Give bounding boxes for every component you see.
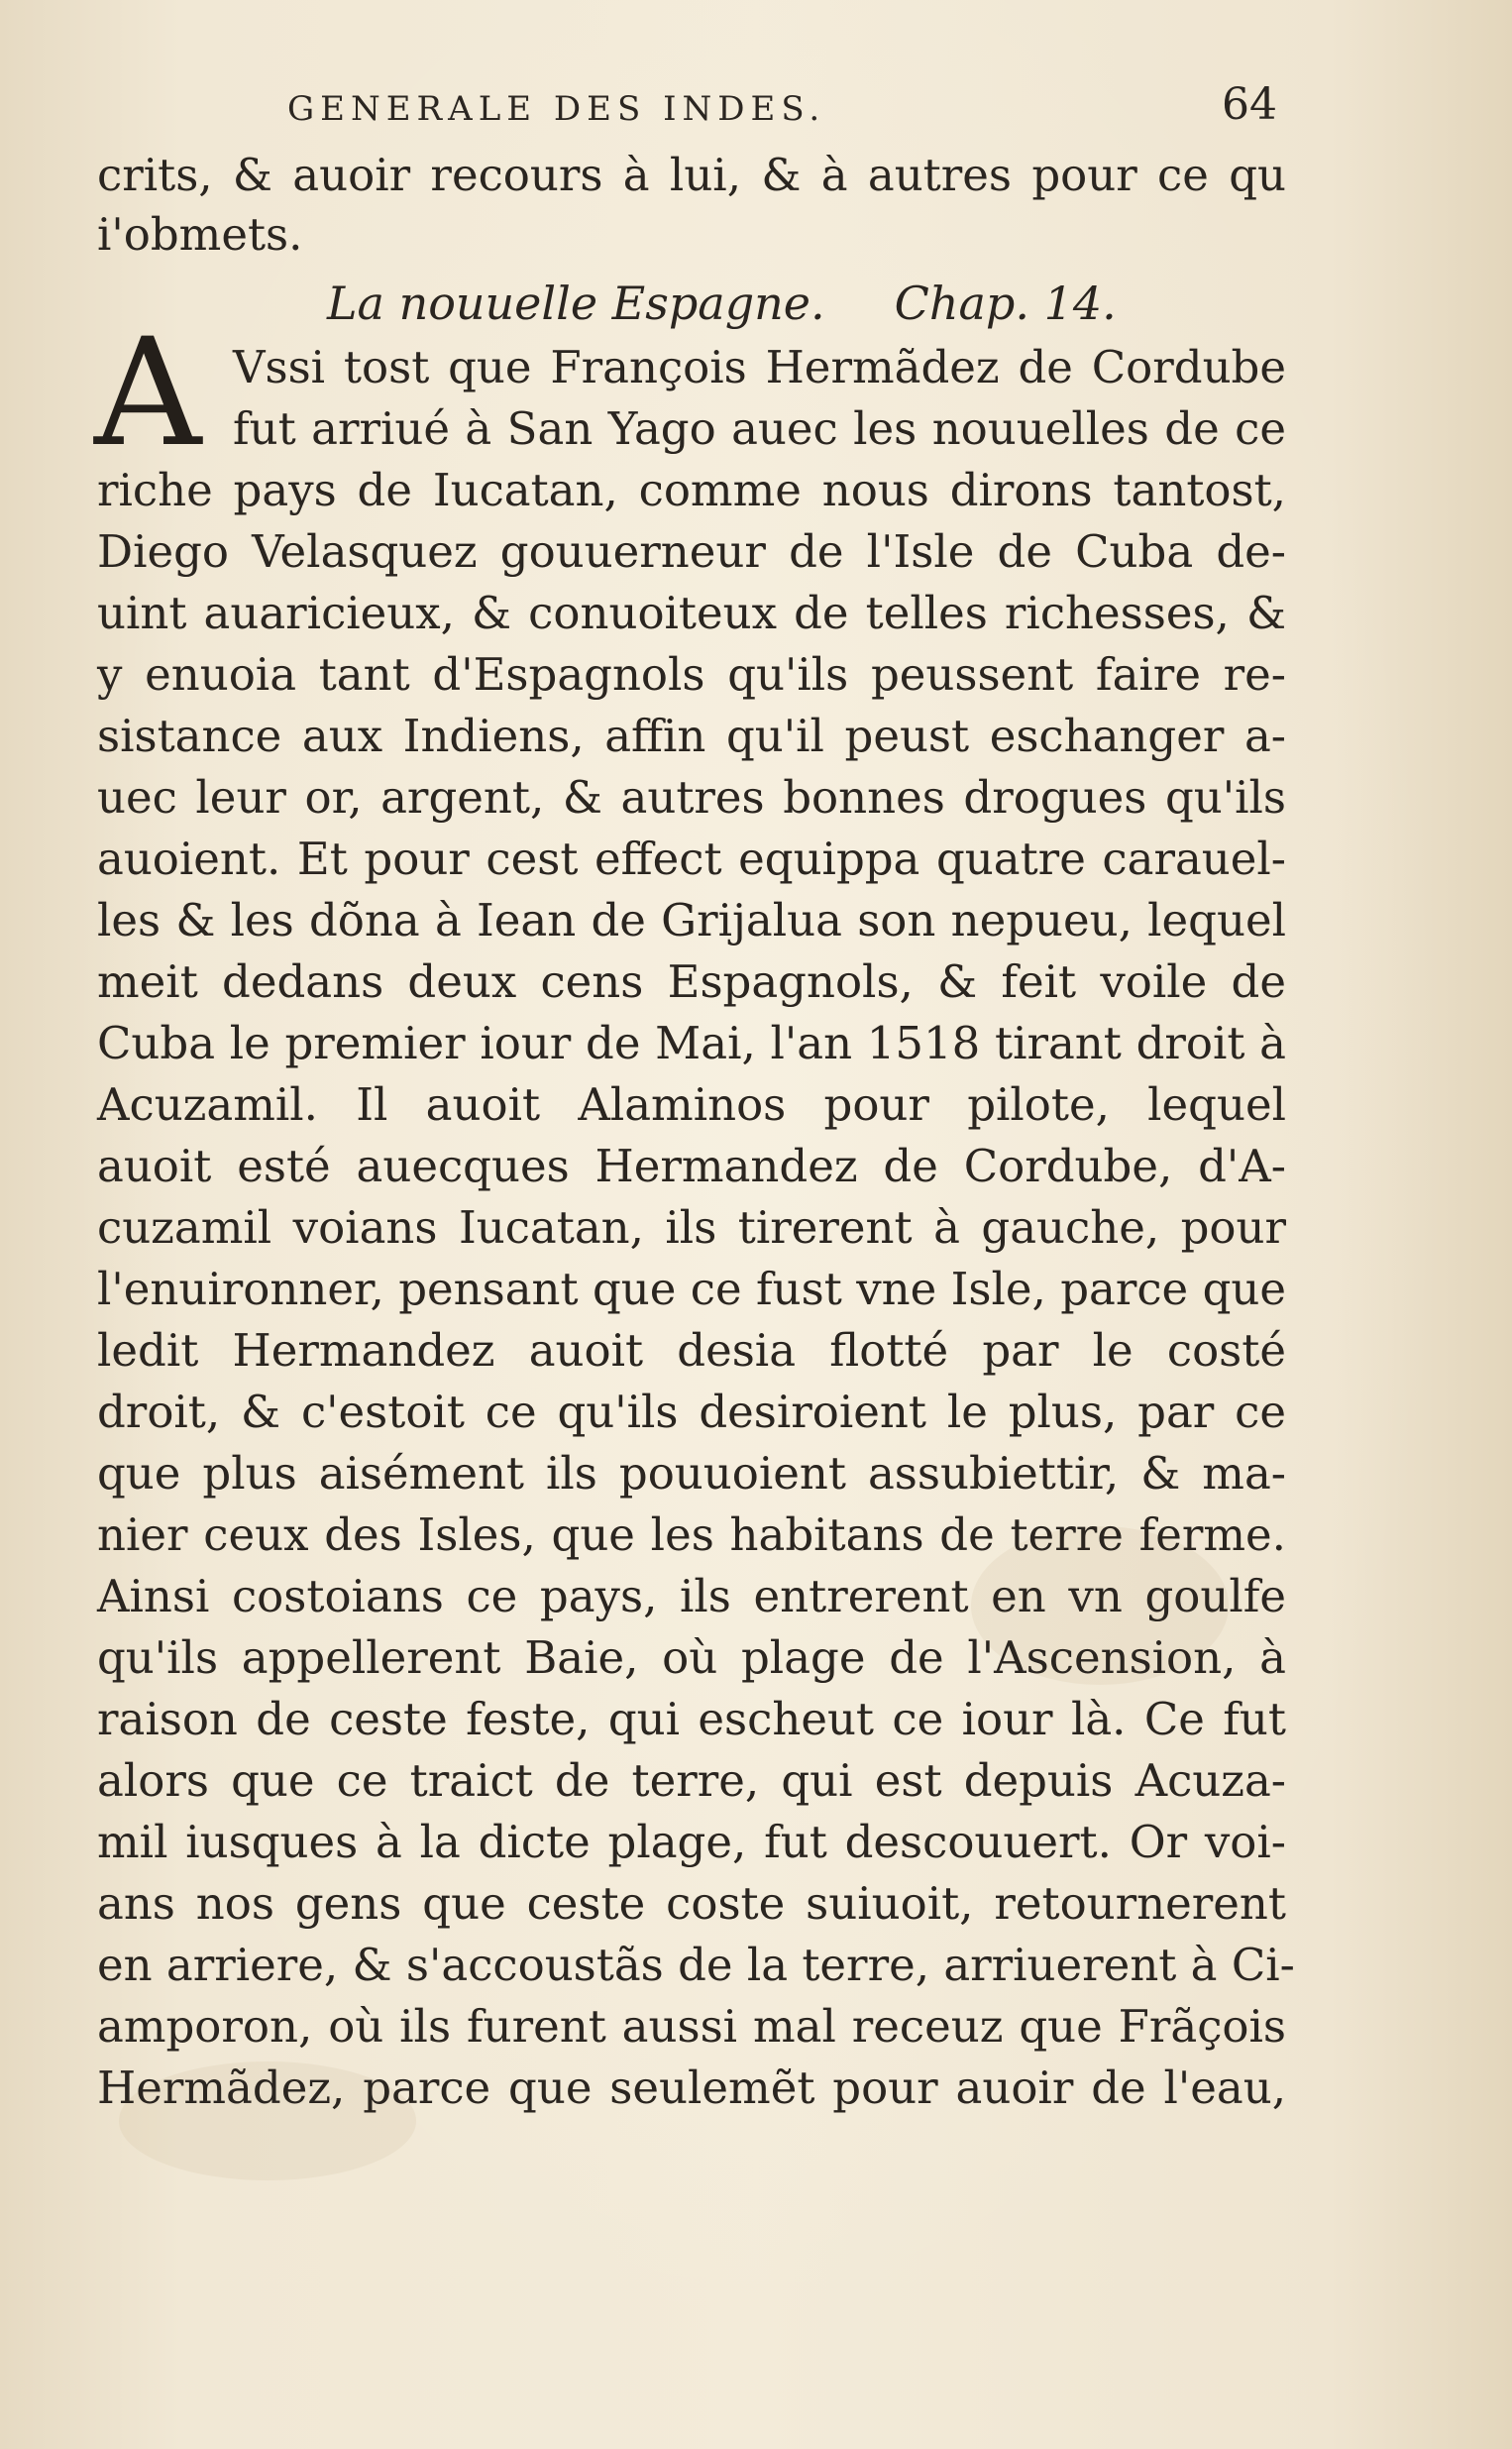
text-line: l'enuironner, pensant que ce fust vne Isle, parce que — [97, 1263, 1286, 1315]
text-line: i'obmets. — [97, 208, 303, 261]
text-line: qu'ils appellerent Baie, où plage de l'Ascension, à — [97, 1631, 1286, 1684]
page-number: 64 — [1222, 79, 1277, 130]
text-line: uint auaricieux, & conuoiteux de telles richesses, & — [97, 587, 1286, 639]
text-line: droit, & c'estoit ce qu'ils desiroient le plus, par ce — [97, 1386, 1286, 1438]
text-line: nier ceux des Isles, que les habitans de terre ferme. — [97, 1508, 1286, 1561]
text-line: ledit Hermandez auoit desia flotté par le costé — [97, 1324, 1286, 1377]
text-line: Cuba le premier iour de Mai, l'an 1518 tirant droit à — [97, 1017, 1286, 1069]
text-line: Acuzamil. Il auoit Alaminos pour pilote, lequel — [97, 1078, 1286, 1131]
text-line: sistance aux Indiens, affin qu'il peust eschanger a- — [97, 710, 1286, 762]
text-line: Diego Velasquez gouuerneur de l'Isle de Cuba de- — [97, 525, 1286, 578]
text-line: Ainsi costoians ce pays, ils entrerent en vn goulfe — [97, 1570, 1286, 1622]
text-line: les & les dõna à Iean de Grijalua son nepueu, lequel — [97, 894, 1286, 946]
text-line: y enuoia tant d'Espagnols qu'ils peussent faire re- — [97, 648, 1286, 701]
running-head: GENERALE DES INDES. — [287, 89, 826, 129]
text-line: auoient. Et pour cest effect equippa quatre carauel- — [97, 833, 1286, 885]
text-line: uec leur or, argent, & autres bonnes drogues qu'ils — [97, 771, 1286, 824]
text-line: Hermãdez, parce que seulemẽt pour auoir de l'eau, — [97, 2061, 1286, 2114]
text-line: crits, & auoir recours à lui, & à autres pour ce qu — [97, 149, 1286, 201]
text-line: fut arriué à San Yago auec les nouuelles de ce — [233, 402, 1286, 455]
chapter-heading — [327, 273, 1117, 334]
text-line: mil iusques à la dicte plage, fut descouuert. Or voi- — [97, 1816, 1286, 1868]
text-line: raison de ceste feste, qui escheut ce iour là. Ce fut — [97, 1693, 1286, 1745]
text-line: alors que ce traict de terre, qui est depuis Acuza- — [97, 1754, 1286, 1807]
drop-cap: A — [94, 307, 202, 480]
text-line: ans nos gens que ceste coste suiuoit, retournerent — [97, 1877, 1286, 1930]
text-line: auoit esté auecques Hermandez de Cordube, d'A- — [97, 1140, 1286, 1192]
chapter-number: Chap. 14. — [894, 277, 1117, 330]
text-line: meit dedans deux cens Espagnols, & feit voile de — [97, 955, 1286, 1008]
text-line: amporon, où ils furent aussi mal receuz que Frãçois — [97, 2000, 1286, 2053]
text-line: que plus aisément ils pouuoient assubiettir, & ma- — [97, 1447, 1286, 1500]
text-line: Vssi tost que François Hermãdez de Cordube — [233, 341, 1286, 393]
chapter-title: La nouuelle Espagne. — [327, 277, 825, 330]
text-line: en arriere, & s'accoustãs de la terre, arriuerent à Ci- — [97, 1939, 1295, 1991]
text-line: riche pays de Iucatan, comme nous dirons tantost, — [97, 464, 1286, 516]
text-line: cuzamil voians Iucatan, ils tirerent à gauche, pour — [97, 1201, 1286, 1254]
